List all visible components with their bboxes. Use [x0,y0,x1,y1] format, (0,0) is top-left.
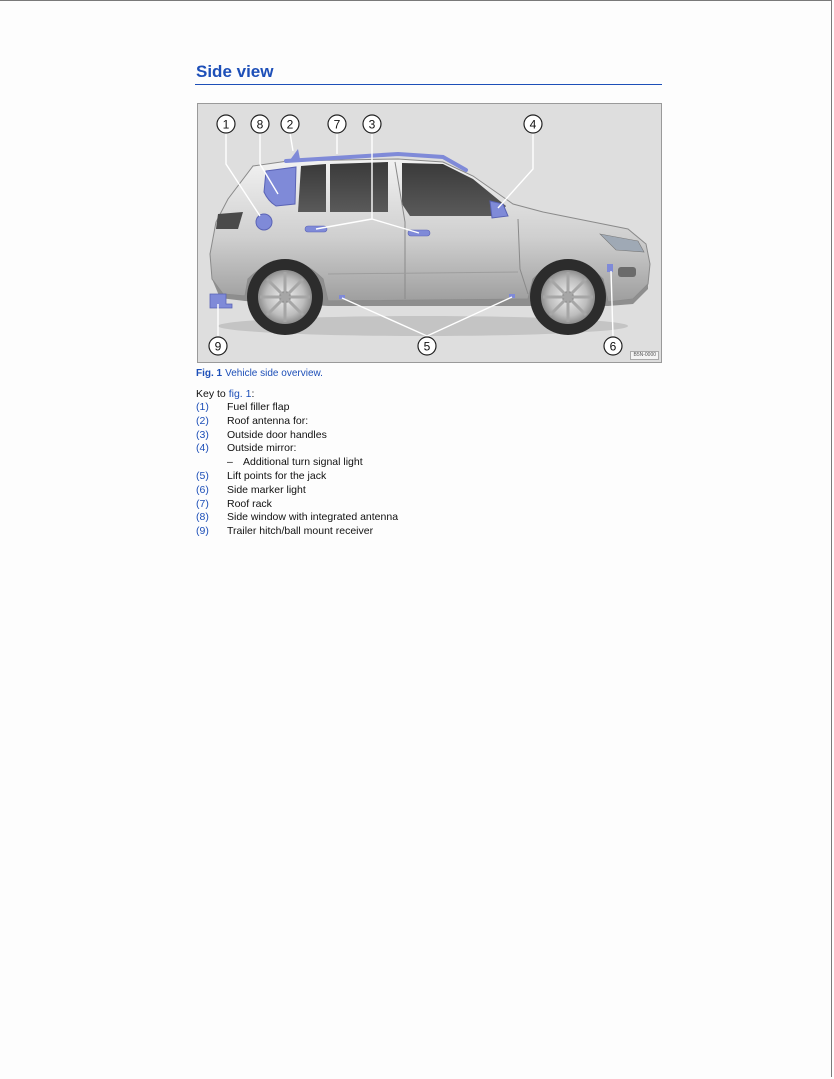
key-item [196,429,398,443]
figure-caption [196,368,323,379]
callout-4-label: 4 [529,117,537,132]
key-item [196,470,398,484]
fog-light [618,267,636,277]
key-item-number: (2) [196,414,209,427]
key-item-label: Roof rack [227,497,272,510]
key-item-label: Side window with integrated antenna [227,511,399,524]
callout-3-label: 3 [368,117,376,132]
key-item-number: (9) [196,525,209,538]
caption-text: Vehicle side overview. [225,368,323,379]
key-item-label: Fuel filler flap [227,401,290,413]
callout-5 [418,337,436,355]
key-item-label: Outside mirror: [227,442,297,455]
front-wheel [530,259,606,335]
callout-2 [281,115,299,133]
key-item [196,442,398,456]
callout-6-label: 6 [609,339,617,354]
roof-antenna [290,149,300,160]
rear-door-window [330,162,388,212]
callout-1-label: 1 [222,117,230,132]
side-marker-light [607,264,613,272]
key-item [196,498,398,512]
key-item [196,525,398,539]
key-item-number: (4) [196,442,209,455]
key-item-label: Side marker light [227,483,306,496]
callout-6 [604,337,622,355]
rear-wheel [247,259,323,335]
key-item-number: (7) [196,497,209,510]
callout-9 [209,337,227,355]
rear-quarter-window [298,164,326,212]
callout-8 [251,115,269,133]
key-item-number: (6) [196,483,209,496]
callout-7-label: 7 [333,117,341,132]
key-item-number: (1) [196,401,209,413]
callout-7 [328,115,346,133]
key-item [196,401,398,415]
title-underline [195,84,662,85]
key-list [196,401,398,539]
rear-side-window [264,167,296,206]
callout-8-label: 8 [256,117,264,132]
vehicle-illustration [198,104,662,363]
key-item-label: Trailer hitch/ball mount receiver [227,525,374,538]
callout-1 [217,115,235,133]
key-item-number: (3) [196,428,209,441]
key-item [196,415,398,429]
fuel-filler-flap [256,214,272,230]
caption-label: Fig. 1 [196,368,223,379]
key-item-label: Lift points for the jack [227,469,327,482]
key-subitem-dash: – [227,456,233,469]
key-intro [196,388,254,400]
figure-code: B5N-0000 [630,351,659,360]
key-item-number: (5) [196,469,209,482]
callout-2-label: 2 [286,117,294,132]
key-subitem [196,456,398,470]
key-item-label: Outside door handles [227,428,327,441]
key-intro-prefix: Key to [196,388,229,400]
callout-3 [363,115,381,133]
key-item [196,484,398,498]
key-subitem-label: Additional turn signal light [243,456,363,469]
callout-5-label: 5 [423,339,431,354]
callout-4 [524,115,542,133]
vehicle-side-figure [197,103,662,363]
key-intro-suffix: : [251,388,255,400]
figure-link[interactable]: fig. 1 [228,388,252,400]
page-title: Side view [196,62,274,81]
key-item [196,511,398,525]
key-item-label: Roof antenna for: [227,414,309,427]
callout-9-label: 9 [214,339,222,354]
key-item-number: (8) [196,511,209,524]
